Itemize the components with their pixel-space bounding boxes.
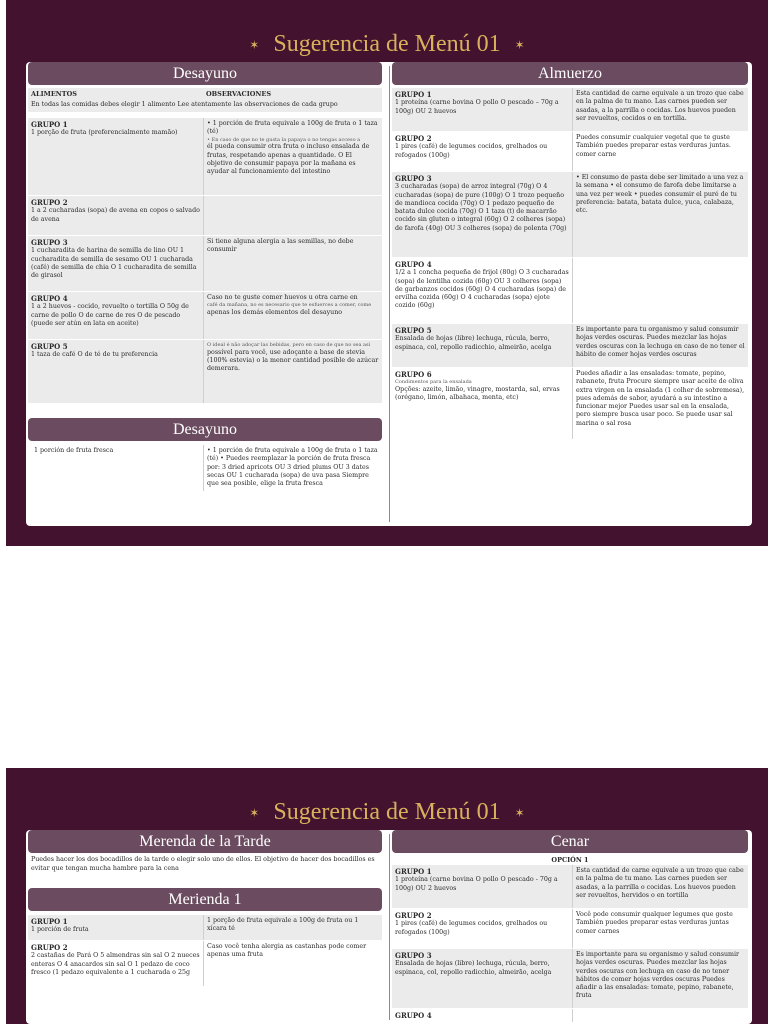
section-heading-desayuno: Desayuno	[28, 62, 382, 85]
row-right	[203, 915, 382, 940]
row-right	[572, 865, 748, 908]
option-label: OPCIÓN 1	[551, 856, 589, 864]
group-label: GRUPO 2	[395, 911, 432, 920]
row-left: 1 porción de fruta fresca	[34, 447, 114, 455]
observation-note: café da mañana, no es necesario que te esfuerces a comer, come	[207, 302, 372, 309]
group-foods: 3 cucharadas (sopa) de arroz integral (70g) O 4 cucharadas (sopa) de pure (100g) O 1 trozo pequeño de mandioca cocida (70g) O 1 pedazo pequeño de batata dulce cocida (70g) O 1 taza (t) de macarrão cocido sin gluten o integral (60g) O 2 colheres (sopa) de farofa (40g) OU 3 colheres (sopa) de polenta (70g)	[395, 183, 567, 232]
table-row	[392, 368, 748, 440]
observation: • El consumo de pasta debe ser limitado a una vez a la semana • el consumo de farofa debe limitarse a una vez per week • puedes consumir el puré de tu preferencia: batata, batata dulce, yuca, calabaza, etc.	[576, 174, 744, 215]
table-row	[392, 1009, 748, 1023]
table-row	[28, 292, 382, 340]
snack-rows	[28, 915, 382, 987]
row-left	[28, 196, 203, 235]
group-label: GRUPO 1	[31, 120, 68, 130]
row-right	[572, 132, 748, 171]
row-right	[572, 88, 748, 131]
row-right	[572, 1009, 748, 1022]
menu-page-2	[6, 768, 768, 1024]
group-label: GRUPO 5	[395, 326, 432, 335]
table-row	[392, 258, 748, 324]
row-left	[28, 118, 203, 195]
dinner-rows	[392, 865, 748, 1023]
section-heading-almuerzo: Almuerzo	[392, 62, 748, 85]
observation: Puedes añadir a las ensaladas: tomate, pepino, rabanete, fruta Procure siempre usar aceite de oliva extra virgen en la ensalada (1 colher de sobremesa), pues además de sabor, ayudará a su intestino a funcionar mejor Puedes usar sal en la ensalada, pero siempre busca usar poco. Se puede usar sal marina o sal rosa	[576, 370, 745, 427]
ornament-left-icon: ✶	[249, 806, 260, 821]
row-left	[392, 172, 572, 257]
group-subtitle: Condimentos para la ensalada	[395, 379, 472, 386]
observation: Es importante para su organismo y salud consumir hojas verdes oscuras. Puedes mezclar las hojas verdes oscuras con lechuga en caso de no tener hábitos de comer hojas verdes oscuras Puedes añadir a las ensaladas: tomate, pepino, rabanete, fruta	[576, 951, 740, 1000]
group-label: GRUPO 3	[395, 174, 432, 183]
section-heading-cenar: Cenar	[392, 830, 748, 853]
row-right	[203, 236, 382, 291]
snack-intro: Puedes hacer los dos bocadillos de la tarde o elegir solo uno de ellos. El objetivo de hacer dos bocadillos es evitar que tengan mucha hambre para la cena	[31, 856, 375, 872]
header-observaciones: OBSERVACIONES	[206, 90, 272, 98]
observation: Si tiene alguna alergia a las semillas, no debe consumir	[207, 238, 354, 254]
page-title: ✶ Sugerencia de Menú 01 ✶	[6, 796, 768, 828]
row-right	[572, 949, 748, 1008]
row-left	[28, 915, 203, 940]
row-right	[572, 258, 748, 323]
group-label: GRUPO 6	[395, 370, 432, 379]
observation: 1 porção de fruta equivale a 100g de fruta ou 1 xícara té	[207, 917, 359, 933]
group-foods: 1 pires (café) de legumes cocidos, grelhados ou refogados (100g)	[395, 143, 548, 159]
table-row	[392, 865, 748, 909]
observation-detail: él pueda consumir otra fruta o incluso ensalada de frutas, respetando apenas a quantidade. O El objetivo de consumir papaya por la mañana es ayudar al funcionamiento del intestino	[207, 143, 370, 176]
row-right	[203, 340, 382, 403]
lunch-column	[392, 62, 748, 440]
ornament-left-icon: ✶	[249, 38, 260, 53]
section-heading-merienda-1: Merienda 1	[28, 888, 382, 911]
row-right	[572, 324, 748, 367]
group-label: GRUPO 4	[31, 294, 68, 304]
row-right	[572, 172, 748, 257]
observation: Es importante para tu organismo y salud consumir hojas verdes oscuras. Puedes mezclar las hojas verdes oscuras con la lechuga en caso de no tener el hábito de comer hojas verdes oscuras	[576, 326, 745, 358]
row-left	[28, 340, 203, 403]
table-row	[392, 132, 748, 172]
dinner-column	[392, 830, 748, 1023]
observation-note: O ideal é não adoçar las bebidas, pero en caso de que no sea así	[207, 342, 371, 349]
group-label: GRUPO 4	[395, 260, 432, 269]
observation: Puedes consumir cualquier vegetal que te guste También puedes preparar estas verduras juntas. comer carne	[576, 134, 731, 158]
group-foods: 1 pires (café) de legumes cocidos, grelhados ou refogados (100g)	[395, 920, 548, 936]
header-alimentos: ALIMENTOS	[31, 90, 77, 98]
row-left	[392, 258, 572, 323]
group-label: GRUPO 4	[395, 1011, 432, 1020]
table-row	[28, 196, 382, 236]
group-foods: 1 porção de fruta (preferencialmente mamão)	[31, 129, 178, 137]
menu-page-1	[6, 0, 768, 546]
group-foods: 1 porción de fruta	[31, 926, 89, 934]
row-right	[572, 368, 748, 439]
row-left	[392, 909, 572, 948]
row-right	[572, 909, 748, 948]
row-left	[392, 949, 572, 1008]
row-left	[392, 865, 572, 908]
observation: Caso no te guste comer huevos u otra carne en	[207, 294, 358, 302]
breakfast-rows	[28, 118, 382, 404]
group-label: GRUPO 3	[395, 951, 432, 960]
row-right	[203, 118, 382, 195]
group-label: GRUPO 2	[31, 943, 68, 952]
column-divider	[389, 834, 390, 1020]
group-label: GRUPO 2	[395, 134, 432, 143]
menu-panel	[26, 62, 752, 526]
group-foods: 1 taza de café O de té de tu preferencia	[31, 351, 158, 359]
table-header-row	[28, 88, 382, 102]
table-row	[392, 909, 748, 949]
group-label: GRUPO 3	[31, 238, 68, 248]
group-foods: 1/2 a 1 concha pequeña de frijol (80g) O 3 cucharadas (sopa) de lentilha cozida (60g) OU 3 colheres (sopa) de garbanzos cocidos (60g) O 4 cucharadas (sopa) de ervilha cozida (60g) O 4 cucharadas (sopa) ejote cozido (60g)	[395, 269, 569, 310]
row-left	[392, 1009, 572, 1022]
group-foods: 2 castañas de Pará O 5 almendras sin sal O 2 nueces enteras O 4 anacardos sin sal O 1 pedazo de coco fresco (1 pedazo equivalente a 1 cucharada o 25g	[31, 952, 200, 976]
ornament-right-icon: ✶	[514, 38, 525, 53]
group-foods: Opções: azeite, limão, vinagre, mostarda, sal, ervas (orégano, limón, albahaca, menta, etc)	[395, 385, 560, 402]
table-row	[28, 340, 382, 404]
section-heading-desayuno-2: Desayuno	[28, 418, 382, 441]
column-divider	[389, 66, 390, 522]
group-label: GRUPO 5	[31, 342, 68, 352]
menu-panel	[26, 830, 752, 1024]
page-title: ✶ Sugerencia de Menú 01 ✶	[6, 28, 768, 60]
row-right	[203, 941, 382, 986]
table-row	[392, 172, 748, 258]
observation-note: • En caso de que no te gusta la papaya o no tengas acceso a	[207, 136, 361, 143]
group-label: GRUPO 1	[395, 867, 432, 876]
row-right: • 1 porción de fruta equivale a 100g de fruta o 1 taza (té) • Puedes reemplazar la porción de fruta fresca por: 3 dried apricots OU 3 dried plums OU 3 dates secas OU 1 cucharada (sopa) de uva pasa Siempre que sea posible, elige la fruta fresca	[203, 445, 382, 490]
group-foods: 1 a 2 cucharadas (sopa) de avena en copos o salvado de avena	[31, 207, 200, 223]
observation-detail: possível para você, use adoçante a base de stevia (100% estevia) o la menor cantidad posible de azúcar demerara.	[207, 348, 379, 373]
group-foods: 1 cucharadita de harina de semilla de lino OU 1 cucharadita de semilla de sesamo OU 1 cucharada (café) de semilla de chia O 1 cucharadita de semilla de girasol	[31, 247, 197, 280]
breakfast-intro: En todas las comidas debes elegir 1 alimento Lee atentamente las observaciones de cada grupo	[28, 101, 382, 113]
observation-detail: apenas los demás elementos del desayuno	[207, 308, 343, 316]
row-right	[203, 196, 382, 235]
table-row	[392, 88, 748, 132]
table-row	[392, 949, 748, 1009]
table-row	[28, 445, 382, 491]
row-left	[28, 941, 203, 986]
table-row	[28, 941, 382, 987]
row-left	[28, 292, 203, 339]
section-heading-merenda: Merenda de la Tarde	[28, 830, 382, 853]
row-left	[28, 236, 203, 291]
ornament-right-icon: ✶	[514, 806, 525, 821]
row-left	[392, 88, 572, 131]
table-row	[28, 236, 382, 292]
observation: Caso você tenha alergia as castanhas pode comer apenas uma fruta	[207, 943, 367, 959]
observation: Você pode consumir qualquer legumes que goste También puedes preparar estas verduras juntas comer carnes	[576, 911, 733, 935]
row-left	[392, 324, 572, 367]
table-row	[392, 324, 748, 368]
lunch-rows	[392, 88, 748, 440]
row-left	[392, 368, 572, 439]
group-foods: Ensalada de hojas (libre) lechuga, rúcula, berro, espinaca, col, repollo radicchio, almeirão, acelga	[395, 335, 552, 351]
group-label: GRUPO 2	[31, 198, 68, 208]
row-left	[392, 132, 572, 171]
breakfast-column	[28, 62, 382, 492]
group-foods: 1 a 2 huevos - cocido, revuelto o tortilla O 50g de carne de pollo O de carne de res O de pescado (puede ser atún en lata en aceite)	[31, 303, 189, 327]
table-row	[28, 915, 382, 941]
group-foods: 1 proteína (carne bovina O pollo O pescado - 70g a 100g) OU 2 huevos	[395, 876, 558, 892]
observation: Esta cantidad de carne equivale a un trozo que cabe en la palma de tu mano. Las carnes pueden ser asadas, a la parrilla o cocidas. Los huevos pueden ser revueltos, cocidos o en tortilla.	[576, 90, 744, 122]
snack-column	[28, 830, 382, 987]
group-foods: Ensalada de hojas (libre) lechuga, rúcula, berro, espinaca, col, repollo radicchio, almeirão, acelga	[395, 960, 552, 976]
observation: • 1 porción de fruta equivale a 100g de fruta o 1 taza (té)	[207, 120, 378, 136]
group-foods: 1 proteína (carne bovina O pollo O pescado – 70g a 100g) OU 2 huevos	[395, 99, 559, 115]
observation: Esta cantidad de carne equivale a un trozo que cabe en la palma de tu mano. Las carnes pueden ser asadas, a la parrilla o cocidas. Los huevos pueden ser revueltos, hervidos o en tortilla	[576, 867, 744, 899]
table-row	[28, 118, 382, 196]
row-right	[203, 292, 382, 339]
group-label: GRUPO 1	[31, 917, 68, 926]
group-label: GRUPO 1	[395, 90, 432, 99]
